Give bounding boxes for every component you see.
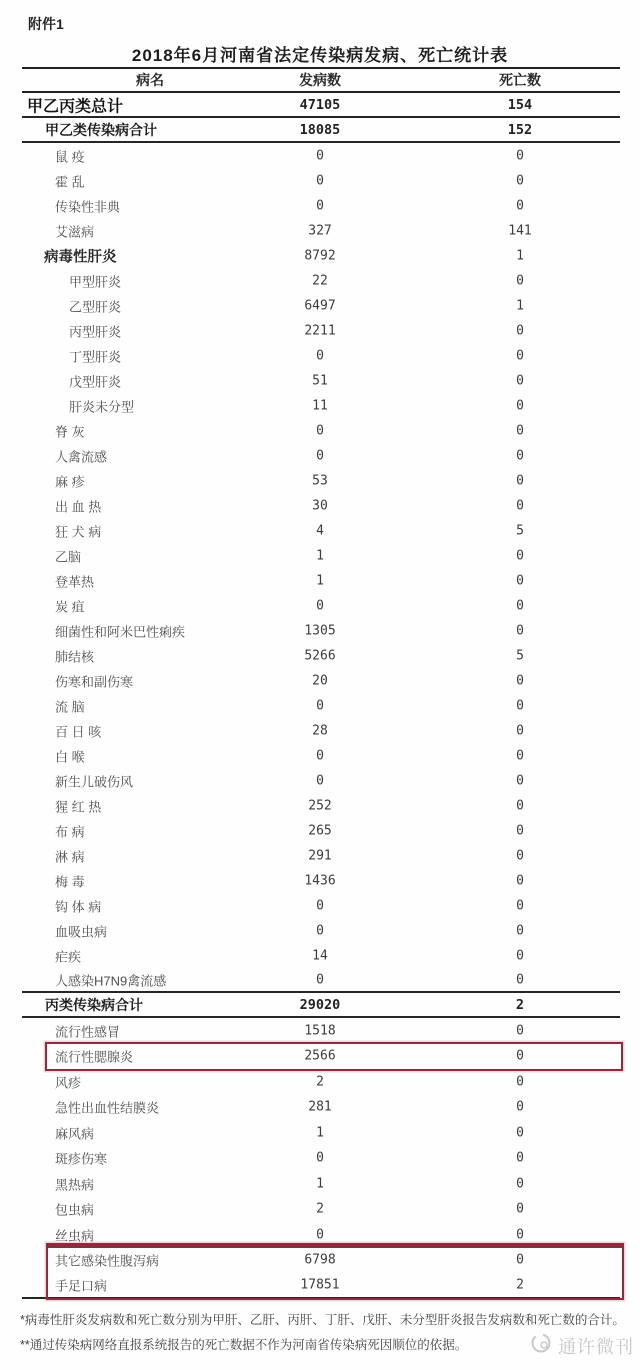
cases-value: 22 [312, 273, 328, 288]
deaths-value: 0 [516, 972, 524, 987]
disease-name: 肝炎未分型 [69, 399, 135, 414]
cases-value: 2211 [304, 323, 336, 338]
disease-name: 丙类传染病合计 [45, 996, 143, 1013]
deaths-value: 0 [516, 498, 524, 513]
cases-value: 47105 [299, 96, 341, 113]
table-row [22, 443, 620, 468]
disease-name: 鼠 疫 [55, 149, 85, 164]
table-row [22, 993, 620, 1018]
deaths-value: 0 [516, 1176, 524, 1192]
disease-name: 细菌性和阿米巴性痢疾 [55, 624, 186, 639]
table-row [22, 1120, 620, 1146]
table-header-row [22, 67, 620, 93]
deaths-value: 0 [516, 423, 524, 438]
cases-value: 0 [316, 198, 324, 213]
disease-name: 出 血 热 [55, 499, 102, 514]
cases-value: 8792 [304, 248, 336, 263]
cases-value: 4 [316, 523, 324, 538]
disease-name: 流 脑 [55, 699, 85, 714]
disease-name: 包虫病 [55, 1202, 95, 1218]
deaths-value: 0 [516, 773, 524, 788]
table-row [22, 568, 620, 593]
watermark-logo-icon [530, 1332, 552, 1359]
deaths-value: 0 [516, 1048, 524, 1064]
deaths-value: 0 [516, 448, 524, 463]
table-row [22, 368, 620, 393]
cases-value: 252 [308, 798, 332, 813]
cases-value: 1 [316, 1125, 324, 1141]
cases-value: 0 [316, 748, 324, 763]
disease-name: 乙型肝炎 [69, 299, 122, 314]
cases-value: 1 [316, 548, 324, 563]
disease-name: 传染性非典 [55, 199, 121, 214]
deaths-value: 0 [516, 348, 524, 363]
deaths-value: 0 [516, 948, 524, 963]
disease-name: 疟疾 [55, 949, 82, 964]
deaths-value: 0 [516, 273, 524, 288]
deaths-value: 0 [516, 723, 524, 738]
deaths-value: 0 [516, 1125, 524, 1141]
deaths-value: 0 [516, 748, 524, 763]
cases-value: 17851 [300, 1277, 340, 1293]
deaths-value: 0 [516, 1150, 524, 1166]
deaths-value: 0 [516, 398, 524, 413]
deaths-value: 2 [515, 996, 525, 1013]
cases-value: 0 [316, 1150, 324, 1166]
table-row [22, 93, 620, 118]
deaths-value: 0 [516, 173, 524, 188]
table-row [22, 768, 620, 793]
cases-value: 2 [316, 1201, 324, 1217]
disease-name: 艾滋病 [55, 224, 95, 239]
disease-name: 肺结核 [55, 649, 95, 664]
deaths-value: 0 [516, 1252, 524, 1268]
cases-value: 0 [316, 972, 324, 987]
page-title: 2018年6月河南省法定传染病发病、死亡统计表 [131, 46, 509, 65]
deaths-value: 0 [516, 548, 524, 563]
deaths-value: 0 [516, 598, 524, 613]
disease-name: 猩 红 热 [55, 799, 102, 814]
table-row [22, 693, 620, 718]
table-row [22, 268, 620, 293]
disease-name: 梅 毒 [55, 874, 85, 889]
disease-name: 甲乙类传染病合计 [45, 121, 157, 138]
deaths-value: 0 [516, 823, 524, 838]
disease-name: 黑热病 [55, 1177, 95, 1193]
table-row [22, 518, 620, 543]
deaths-value: 154 [507, 96, 533, 113]
disease-name: 乙脑 [55, 549, 82, 564]
disease-name: 甲乙丙类总计 [27, 98, 124, 115]
disease-name: 狂 犬 病 [55, 524, 102, 539]
disease-name: 血吸虫病 [55, 924, 108, 939]
disease-name: 麻 疹 [55, 474, 85, 489]
deaths-value: 0 [516, 1099, 524, 1115]
disease-name: 风疹 [55, 1075, 82, 1091]
disease-name: 登革热 [55, 574, 95, 589]
table-row [22, 593, 620, 618]
table-body [22, 93, 620, 1299]
table-row [22, 143, 620, 168]
cases-value: 53 [312, 473, 328, 488]
footnote-hepatitis: *病毒性肝炎发病数和死亡数分别为甲肝、乙肝、丙肝、丁肝、戊肝、未分型肝炎报告发病数和死亡数的合计。 [20, 1313, 625, 1327]
cases-value: 0 [316, 423, 324, 438]
cases-value: 6798 [304, 1252, 336, 1268]
deaths-value: 141 [508, 223, 532, 238]
column-header-cases: 发病数 [299, 72, 341, 88]
deaths-value: 0 [516, 323, 524, 338]
cases-value: 51 [312, 373, 328, 388]
cases-value: 14 [312, 948, 328, 963]
deaths-value: 0 [516, 148, 524, 163]
deaths-value: 0 [516, 798, 524, 813]
cases-value: 327 [308, 223, 332, 238]
cases-value: 5266 [304, 648, 336, 663]
disease-name: 新生儿破伤风 [55, 774, 134, 789]
cases-value: 1 [316, 1176, 324, 1192]
table-row [22, 918, 620, 943]
deaths-value: 0 [516, 573, 524, 588]
cases-value: 0 [316, 148, 324, 163]
deaths-value: 2 [516, 1277, 524, 1293]
cases-value: 0 [316, 923, 324, 938]
cases-value: 2566 [304, 1048, 336, 1064]
cases-value: 0 [316, 348, 324, 363]
cases-value: 0 [316, 448, 324, 463]
cases-value: 1305 [304, 623, 336, 638]
deaths-value: 0 [516, 848, 524, 863]
cases-value: 0 [316, 598, 324, 613]
disease-name: 戊型肝炎 [69, 374, 122, 389]
table-row [22, 743, 620, 768]
disease-name: 伤寒和副伤寒 [55, 674, 134, 689]
table-row [22, 1197, 620, 1223]
deaths-value: 0 [516, 923, 524, 938]
cases-value: 6497 [304, 298, 336, 313]
watermark-text: 通许微刊 [558, 1336, 634, 1357]
cases-value: 0 [316, 1227, 324, 1243]
column-header-disease: 病名 [136, 72, 164, 88]
cases-value: 0 [316, 698, 324, 713]
table-row [22, 393, 620, 418]
disease-name: 霍 乱 [55, 174, 85, 189]
disease-name: 甲型肝炎 [69, 274, 122, 289]
cases-value: 1518 [304, 1023, 336, 1039]
table-row [22, 968, 620, 993]
table-row [22, 168, 620, 193]
disease-name: 手足口病 [55, 1278, 108, 1294]
disease-name: 丝虫病 [55, 1228, 95, 1244]
table-row [22, 1273, 620, 1299]
table-row [22, 843, 620, 868]
table-row [22, 1222, 620, 1248]
table-row [22, 343, 620, 368]
deaths-value: 0 [516, 473, 524, 488]
deaths-value: 0 [516, 698, 524, 713]
table-row [22, 1095, 620, 1121]
disease-name: 人感染H7N9禽流感 [55, 973, 167, 988]
table-row [22, 1044, 620, 1070]
table-row [22, 943, 620, 968]
table-row [22, 893, 620, 918]
deaths-value: 0 [516, 1074, 524, 1090]
cases-value: 28 [312, 723, 328, 738]
table-row [22, 643, 620, 668]
disease-name: 炭 疽 [55, 599, 85, 614]
table-row [22, 543, 620, 568]
table-row [22, 1171, 620, 1197]
table-row [22, 418, 620, 443]
table-row [22, 318, 620, 343]
table-row [22, 1018, 620, 1044]
table-row [22, 118, 620, 143]
disease-name: 布 病 [55, 824, 85, 839]
table-row [22, 193, 620, 218]
cases-value: 281 [308, 1099, 332, 1115]
cases-value: 2 [316, 1074, 324, 1090]
disease-name: 流行性腮腺炎 [55, 1049, 134, 1065]
cases-value: 0 [316, 173, 324, 188]
cases-value: 11 [312, 398, 328, 413]
table-row [22, 618, 620, 643]
deaths-value: 0 [516, 1023, 524, 1039]
table-row [22, 293, 620, 318]
cases-value: 30 [312, 498, 328, 513]
deaths-value: 0 [516, 1201, 524, 1217]
disease-name: 丁型肝炎 [69, 349, 122, 364]
disease-name: 钩 体 病 [55, 899, 102, 914]
table-row [22, 493, 620, 518]
table-row [22, 1069, 620, 1095]
table-row [22, 1248, 620, 1274]
deaths-value: 0 [516, 198, 524, 213]
table-row [22, 818, 620, 843]
table-row [22, 668, 620, 693]
deaths-value: 0 [516, 623, 524, 638]
deaths-value: 5 [516, 648, 524, 663]
cases-value: 291 [308, 848, 332, 863]
deaths-value: 5 [516, 523, 524, 538]
disease-name: 急性出血性结膜炎 [55, 1100, 160, 1116]
cases-value: 0 [316, 773, 324, 788]
table-row [22, 868, 620, 893]
cases-value: 1436 [304, 873, 336, 888]
cases-value: 20 [312, 673, 328, 688]
cases-value: 29020 [299, 996, 341, 1013]
disease-name: 斑疹伤寒 [55, 1151, 108, 1167]
table-row [22, 793, 620, 818]
disease-name: 百 日 咳 [55, 724, 102, 739]
disease-name: 白 喉 [55, 749, 85, 764]
disease-name: 脊 灰 [55, 424, 85, 439]
deaths-value: 0 [516, 873, 524, 888]
statistics-table [22, 67, 620, 1299]
disease-name: 流行性感冒 [55, 1024, 121, 1040]
table-row [22, 718, 620, 743]
deaths-value: 1 [516, 298, 524, 313]
column-header-deaths: 死亡数 [499, 72, 541, 88]
deaths-value: 0 [516, 673, 524, 688]
table-row [22, 468, 620, 493]
deaths-value: 0 [516, 898, 524, 913]
disease-name: 病毒性肝炎 [44, 249, 117, 265]
table-row [22, 243, 620, 268]
cases-value: 18085 [299, 121, 341, 138]
cases-value: 265 [308, 823, 332, 838]
table-row [22, 218, 620, 243]
cases-value: 1 [316, 573, 324, 588]
footnote-mortality: **通过传染病网络直报系统报告的死亡数据不作为河南省传染病死因顺位的依据。 [20, 1338, 468, 1352]
deaths-value: 0 [516, 373, 524, 388]
disease-name: 淋 病 [55, 849, 85, 864]
attachment-label: 附件1 [28, 16, 64, 32]
table-row [22, 1146, 620, 1172]
watermark [530, 1332, 634, 1359]
deaths-value: 152 [507, 121, 533, 138]
disease-name: 人禽流感 [55, 449, 108, 464]
disease-name: 其它感染性腹泻病 [55, 1253, 160, 1269]
cases-value: 0 [316, 898, 324, 913]
disease-name: 麻风病 [55, 1126, 95, 1142]
deaths-value: 1 [516, 248, 524, 263]
disease-name: 丙型肝炎 [69, 324, 122, 339]
deaths-value: 0 [516, 1227, 524, 1243]
